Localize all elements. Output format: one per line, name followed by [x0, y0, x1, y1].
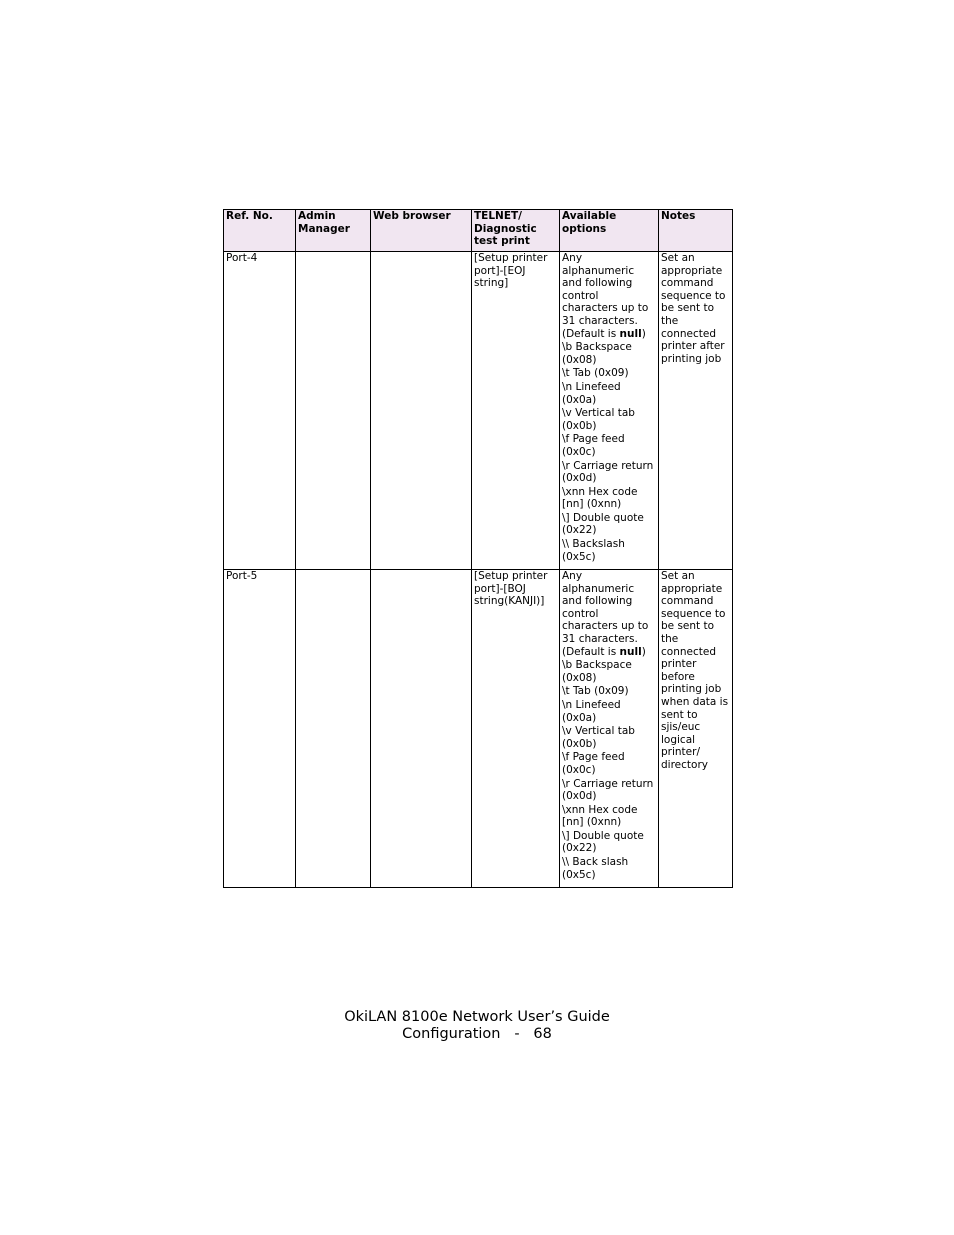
options-intro-text: Any alphanumeric and following control characters up to 31 characters. (Default is	[562, 252, 649, 340]
option-item: \v Vertical tab (0x0b)	[562, 725, 635, 750]
options-intro	[562, 252, 656, 340]
options-intro-close: )	[641, 327, 646, 340]
header-web-browser: Web browser	[371, 210, 472, 252]
option-item: \v Vertical tab (0x0b)	[562, 407, 635, 432]
footer-guide-title: OkiLAN 8100e Network User’s Guide	[344, 1009, 610, 1025]
header-notes: Notes	[659, 210, 733, 252]
option-item: \f Page feed (0x0c)	[562, 433, 625, 458]
cell-ref-no: Port-5	[224, 570, 296, 888]
footer-page-number: Configuration - 68	[402, 1026, 552, 1042]
options-intro-close: )	[641, 645, 646, 658]
table-header-row	[224, 210, 733, 252]
cell-available-options	[560, 570, 659, 888]
option-item: \t Tab (0x09)	[562, 367, 629, 380]
cell-notes: Set an appropriate command sequence to be sent to the connected printer after printing job	[659, 252, 733, 570]
option-item: \\ Back slash (0x5c)	[562, 856, 629, 881]
option-item: \b Backspace (0x08)	[562, 341, 632, 366]
option-item: \t Tab (0x09)	[562, 685, 629, 698]
options-intro	[562, 570, 656, 658]
option-item: \r Carriage return (0x0d)	[562, 459, 654, 485]
cell-available-options	[560, 252, 659, 570]
cell-admin-manager	[296, 570, 371, 888]
header-ref-no: Ref. No.	[224, 210, 296, 252]
cell-telnet: [Setup printer port]-[EOJ string]	[472, 252, 560, 570]
cell-web-browser	[371, 570, 472, 888]
cell-telnet: [Setup printer port]-[BOJ string(KANJI)]	[472, 570, 560, 888]
table-row	[224, 570, 733, 888]
option-item: \] Double quote (0x22)	[562, 511, 644, 537]
options-intro-text: Any alphanumeric and following control characters up to 31 characters. (Default is	[562, 570, 649, 658]
header-available-options: Available options	[560, 210, 659, 252]
option-item: \r Carriage return (0x0d)	[562, 777, 654, 803]
cell-ref-no: Port-4	[224, 252, 296, 570]
option-item: \f Page feed (0x0c)	[562, 751, 625, 776]
option-item: \\ Backslash (0x5c)	[562, 538, 625, 563]
cell-notes: Set an appropriate command sequence to be sent to the connected printer before printing job when data is sent to sjis/euc logical printer/ directory	[659, 570, 733, 888]
header-admin-manager: Admin Manager	[296, 210, 371, 252]
option-item: \n Linefeed (0x0a)	[562, 698, 621, 724]
default-value: null	[619, 327, 642, 340]
default-value: null	[619, 645, 642, 658]
option-item: \xnn Hex code [nn] (0xnn)	[562, 803, 638, 829]
settings-table	[223, 209, 733, 888]
option-item: \n Linefeed (0x0a)	[562, 380, 621, 406]
option-item: \b Backspace (0x08)	[562, 659, 632, 684]
cell-admin-manager	[296, 252, 371, 570]
table-row	[224, 252, 733, 570]
header-telnet: TELNET/ Diagnostic test print	[472, 210, 560, 252]
option-item: \] Double quote (0x22)	[562, 829, 644, 855]
cell-web-browser	[371, 252, 472, 570]
option-item: \xnn Hex code [nn] (0xnn)	[562, 485, 638, 511]
